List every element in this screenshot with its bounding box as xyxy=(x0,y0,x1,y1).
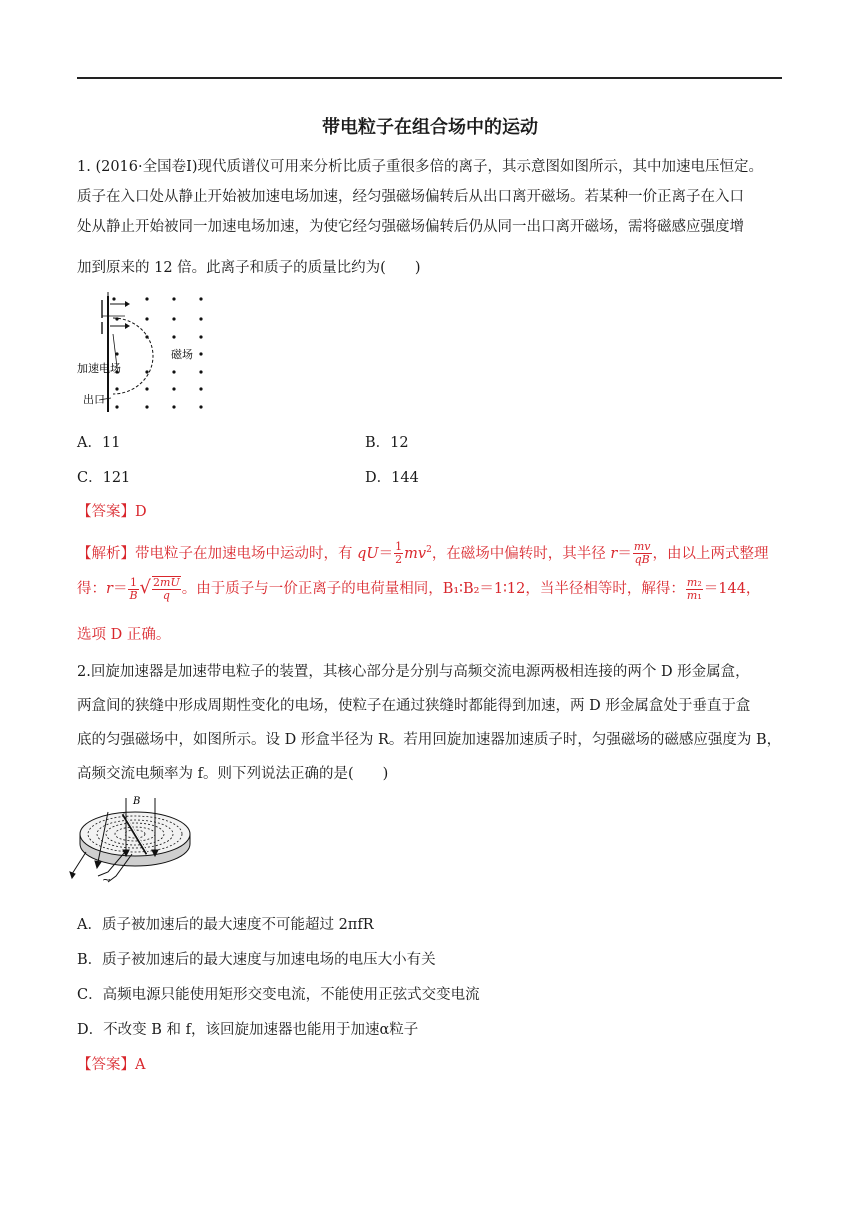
q1-analysis-line-2: 得：r＝ $\frac{1}{B}$ √ $\frac{2mU}{q}$ 。由于质子与一价正离子的电荷量相同，B₁∶B₂＝1∶12，当半径相等时，解得： $\frac{\text{m₂}}{\text{m₁}}$ ＝144， xyxy=(77,575,761,602)
q2-option-d: D．不改变 B 和 f，该回旋加速器也能用于加速α粒子 xyxy=(77,1022,419,1038)
q1-option-a: A．11 xyxy=(77,435,121,451)
q2-stem-line-1: 2.回旋加速器是加速带电粒子的装置，其核心部分是分别与高频交流电源两极相连接的两个 D 形金属盒， xyxy=(77,664,750,680)
q1-analysis-text: ，在磁场中偏转时，其半径 xyxy=(431,545,611,562)
q1-analysis-label: 【解析】 xyxy=(77,545,135,562)
q1-stem-line-1: 1. (2016·全国卷Ⅰ)现代质谱仪可用来分析比质子重很多倍的离子，其示意图如图所示，其中加速电压恒定。 xyxy=(77,159,763,175)
q2-figure-label-ac: ~ xyxy=(102,873,112,884)
q1-option-c: C．121 xyxy=(77,470,131,486)
q2-option-c: C．高频电源只能使用矩形交变电流，不能使用正弦式交变电流 xyxy=(77,987,480,1003)
q2-stem-line-2: 两盒间的狭缝中形成周期性变化的电场，使粒子在通过狭缝时都能得到加速，两 D 形金属盒处于垂直于盒 xyxy=(77,698,751,714)
q2-answer xyxy=(77,1053,145,1074)
q1-analysis-text: B₁∶B₂＝1∶12，当半径相等时，解得： xyxy=(442,581,685,597)
q1-figure-label-magnet: 磁场 xyxy=(171,348,193,361)
q2-figure-cyclotron xyxy=(68,792,198,884)
q2-option-b: B．质子被加速后的最大速度与加速电场的电压大小有关 xyxy=(77,952,436,968)
q1-analysis-line-1: 【解析】带电粒子在加速电场中运动时，有 qU＝ $\frac{1}{2}$ $mv^2$，在磁场中偏转时，其半径 r＝ $\frac{mv}{qB}$ ，由以上两式整理 xyxy=(77,540,769,567)
q2-figure-label-b: B xyxy=(133,796,141,807)
q1-analysis-text: ，由以上两式整理 xyxy=(652,545,769,562)
q1-option-d: D．144 xyxy=(365,470,419,486)
q1-analysis-text: 带电粒子在加速电场中运动时，有 xyxy=(135,545,358,562)
q2-stem-line-4: 高频交流电频率为 f。则下列说法正确的是( ) xyxy=(77,766,389,782)
q1-option-b: B．12 xyxy=(365,435,409,451)
q1-figure-label-exit: 出口 xyxy=(83,393,105,406)
q2-stem-line-3: 底的匀强磁场中，如图所示。设 D 形盒半径为 R。若用回旋加速器加速质子时，匀强磁场的磁感应强度为 B， xyxy=(77,732,782,748)
q1-answer-value: D xyxy=(135,504,147,520)
q1-answer-label: 【答案】 xyxy=(77,504,135,520)
q1-analysis-text: 。由于质子与一价正离子的电荷量相同， xyxy=(181,581,443,597)
q1-figure-mass-spectrometer xyxy=(77,292,217,417)
q1-figure-label-field: 加速电场 xyxy=(77,362,121,375)
q1-stem-line-4: 加到原来的 12 倍。此离子和质子的质量比约为( ) xyxy=(77,260,421,276)
q2-answer-label: 【答案】 xyxy=(77,1057,135,1073)
q1-analysis-line-3: 选项 D 正确。 xyxy=(77,627,171,643)
header-rule xyxy=(77,77,782,79)
q1-answer xyxy=(77,500,147,521)
q1-stem-line-2: 质子在入口处从静止开始被加速电场加速，经匀强磁场偏转后从出口离开磁场。若某种一价正离子在入口 xyxy=(77,189,744,205)
q1-analysis-text: 得： xyxy=(77,581,106,597)
q1-analysis-text: ＝144， xyxy=(703,581,761,597)
q1-stem-line-3: 处从静止开始被同一加速电场加速，为使它经匀强磁场偏转后仍从同一出口离开磁场，需将磁感应强度增 xyxy=(77,219,744,235)
q2-option-a: A．质子被加速后的最大速度不可能超过 2πfR xyxy=(77,917,374,933)
q2-answer-value: A xyxy=(135,1057,146,1073)
page-title: 带电粒子在组合场中的运动 xyxy=(322,117,538,138)
